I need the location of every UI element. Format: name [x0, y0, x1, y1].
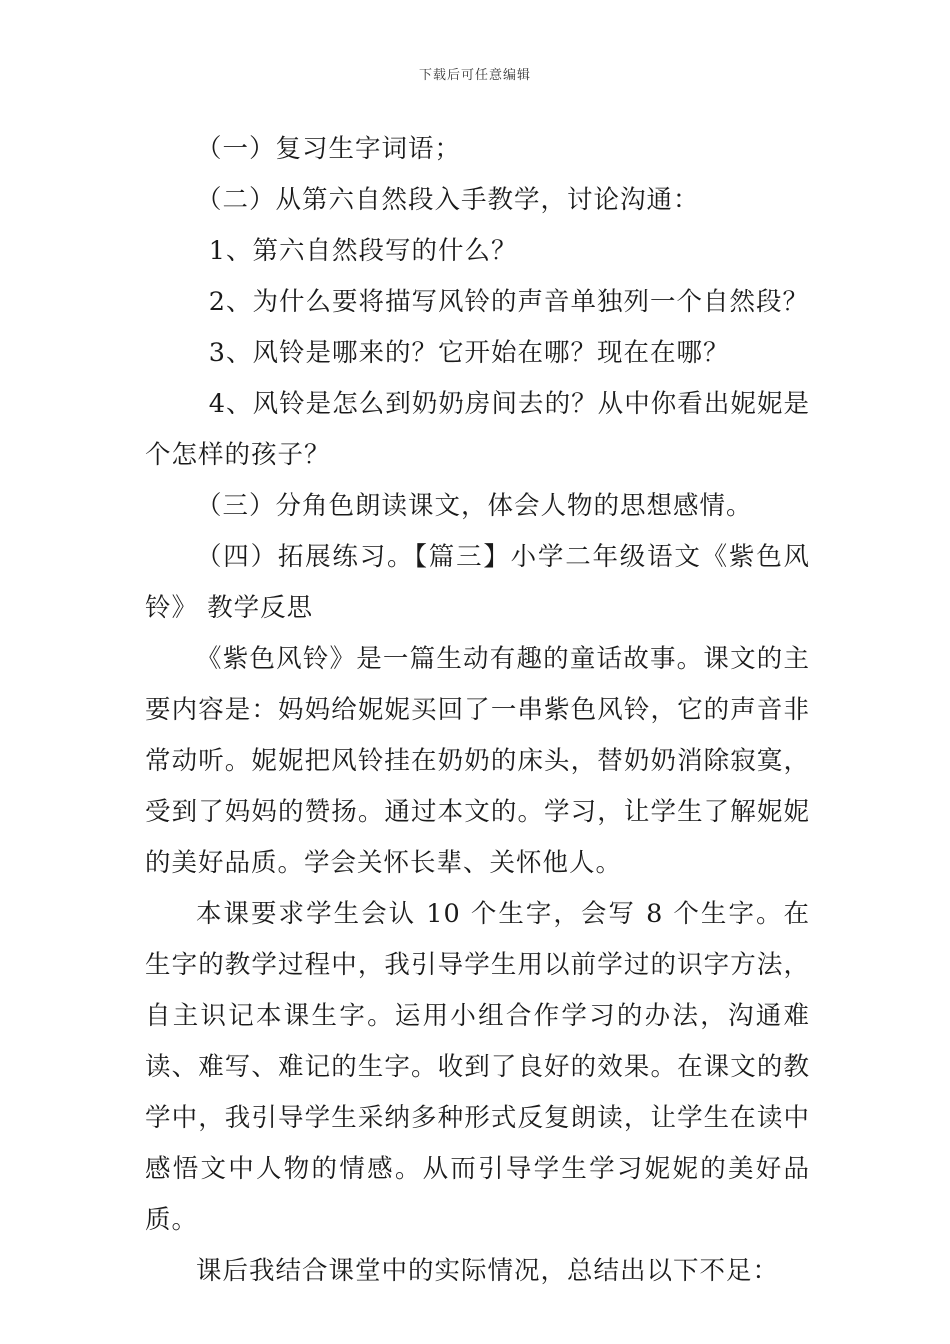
paragraph-story-summary: 《紫色风铃》是一篇生动有趣的童话故事。课文的主要内容是：妈妈给妮妮买回了一串紫色风铃，它的声音非常动听。妮妮把风铃挂在奶奶的床头，替奶奶消除寂寞，受到了妈妈的赞扬。通过本文的。学习，让学生了解妮妮的美好品质。学会关怀长辈、关怀他人。	[145, 644, 810, 878]
paragraph-shortcomings: 课后我结合课堂中的实际情况，总结出以下不足：	[196, 1256, 780, 1286]
paragraph-role-reading: （三）分角色朗读课文，体会人物的思想感情。	[196, 491, 753, 521]
paragraph-extension-practice: （四）拓展练习。【篇三】小学二年级语文《紫色风铃》 教学反思	[145, 542, 810, 623]
page-header: 下载后可任意编辑	[418, 68, 531, 83]
question-1: 1、第六自然段写的什么？	[208, 236, 518, 266]
paragraph-sixth-section-discussion: （二）从第六自然段入手教学，讨论沟通：	[196, 185, 700, 215]
question-4: 4、风铃是怎么到奶奶房间去的？从中你看出妮妮是个怎样的孩子？	[145, 389, 810, 470]
paragraph-character-teaching: 本课要求学生会认 10 个生字，会写 8 个生字。在生字的教学过程中，我引导学生用以前学过的识字方法，自主识记本课生字。运用小组合作学习的办法，沟通难读、难写、难记的生字。收到了良好的效果。在课文的教学中，我引导学生采纳多种形式反复朗读，让学生在读中感悟文中人物的情感。从而引导学生学习妮妮的美好品质。	[145, 899, 810, 1235]
question-3: 3、风铃是哪来的？它开始在哪？现在在哪？	[208, 338, 730, 368]
document-body	[145, 124, 810, 1297]
question-2: 2、为什么要将描写风铃的声音单独列一个自然段？	[208, 287, 809, 317]
paragraph-review-words: （一）复习生字词语；	[196, 134, 462, 164]
